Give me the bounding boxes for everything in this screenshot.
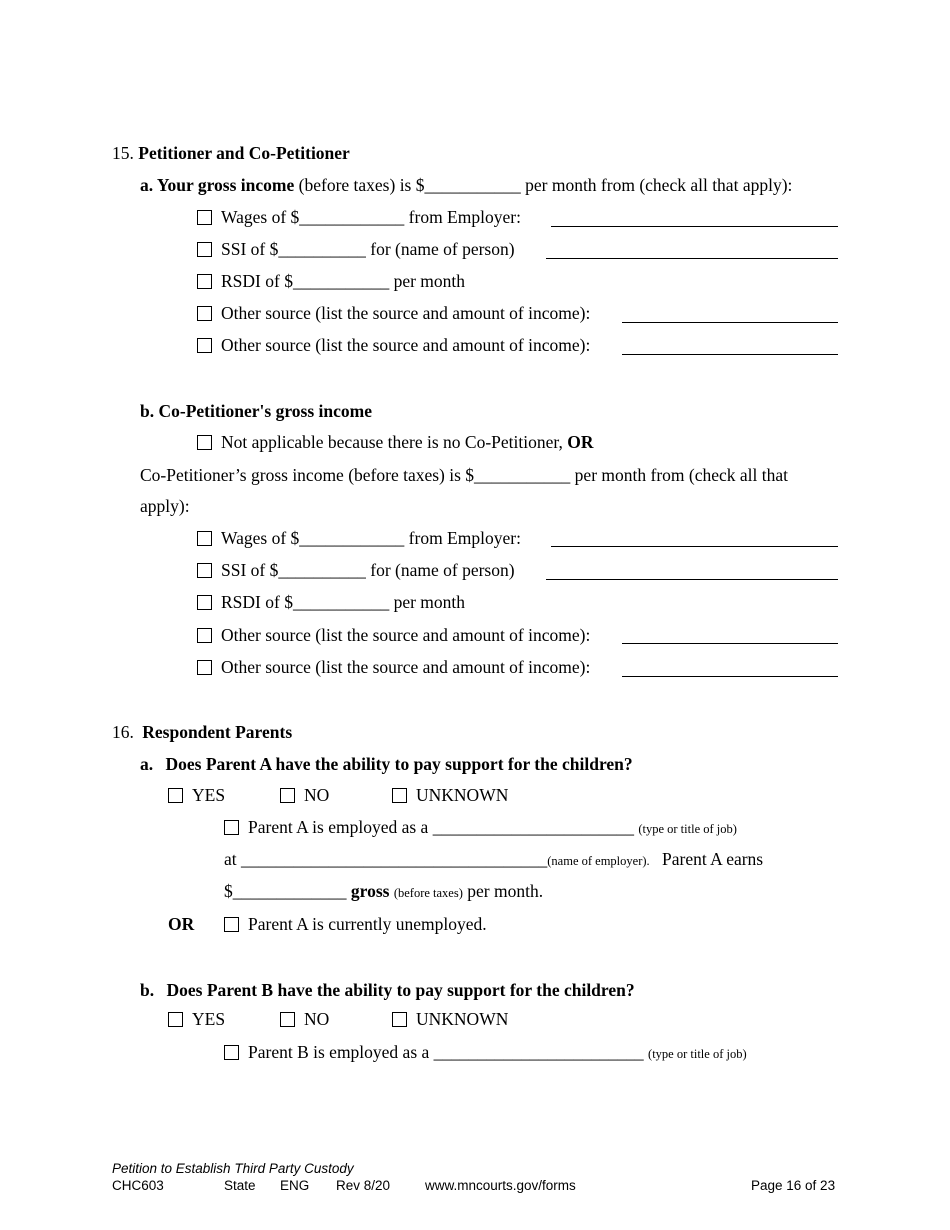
option-label: YES — [192, 785, 226, 805]
fill-line[interactable] — [546, 258, 838, 259]
per-month-text: per month. — [467, 881, 544, 901]
section-16-heading — [112, 721, 292, 743]
section-title: Petitioner and Co-Petitioner — [138, 143, 350, 163]
employer-hint: (name of employer). — [547, 854, 650, 868]
fill-line[interactable] — [622, 354, 838, 355]
job-hint: (type or title of job) — [638, 822, 737, 836]
option-label: NO — [304, 1009, 330, 1029]
job-hint: (type or title of job) — [648, 1047, 747, 1061]
fill-line[interactable] — [622, 676, 838, 677]
at-text: at ___________________________________ — [224, 849, 548, 869]
s16b-question-row — [140, 979, 635, 1001]
item-label: SSI of $__________ for (name of person) — [221, 560, 515, 580]
item-label: SSI of $__________ for (name of person) — [221, 239, 515, 259]
section-title: Respondent Parents — [142, 722, 293, 742]
or-label: OR — [567, 432, 594, 452]
checkbox[interactable] — [197, 306, 212, 321]
s16a-employer-row — [224, 848, 763, 872]
s16b-unknown — [392, 1008, 508, 1030]
fill-line[interactable] — [622, 643, 838, 644]
question-letter: a. — [140, 754, 154, 774]
s15a-item-other-2 — [197, 334, 590, 356]
section-number: 16. — [112, 722, 134, 742]
item-label: RSDI of $___________ per month — [221, 592, 466, 612]
checkbox-employed[interactable] — [224, 820, 239, 835]
s15b-intro-line2: apply): — [140, 496, 190, 516]
fill-line[interactable] — [622, 322, 838, 323]
s15a-item-ssi — [197, 238, 515, 260]
footer-form-title: Petition to Establish Third Party Custody — [112, 1161, 354, 1176]
fill-line[interactable] — [551, 226, 838, 227]
checkbox[interactable] — [197, 435, 212, 450]
s16a-unknown — [392, 784, 508, 806]
checkbox-no[interactable] — [280, 1012, 295, 1027]
s15b-item-ssi — [197, 559, 515, 581]
earns-text: Parent A earns — [662, 849, 764, 869]
item-label: Other source (list the source and amount of income): — [221, 303, 591, 323]
s15a-intro — [140, 174, 792, 196]
item-label: Other source (list the source and amount of income): — [221, 625, 591, 645]
fill-line[interactable] — [546, 579, 838, 580]
employed-text: Parent A is employed as a _______________________ — [248, 817, 634, 837]
s15b-item-wages — [197, 527, 521, 549]
before-taxes-hint: (before taxes) — [393, 886, 463, 900]
option-label: YES — [192, 1009, 226, 1029]
checkbox[interactable] — [197, 242, 212, 257]
item-label: Other source (list the source and amount of income): — [221, 335, 591, 355]
gross-label: gross — [350, 881, 390, 901]
s15b-title: b. Co-Petitioner's gross income — [140, 401, 373, 421]
s16a-yes — [168, 784, 225, 806]
s15b-item-other-2 — [197, 656, 590, 678]
checkbox-yes[interactable] — [168, 788, 183, 803]
s15a-label: a. Your gross income — [140, 175, 295, 195]
checkbox[interactable] — [197, 628, 212, 643]
s16b-no — [280, 1008, 329, 1030]
section-15-heading — [112, 142, 350, 164]
checkbox-unknown[interactable] — [392, 788, 407, 803]
footer-language: ENG — [280, 1178, 310, 1193]
s15a-item-wages — [197, 206, 521, 228]
item-label: Wages of $____________ from Employer: — [221, 528, 521, 548]
s16a-employed-row — [224, 816, 737, 840]
item-label: Other source (list the source and amount of income): — [221, 657, 591, 677]
checkbox[interactable] — [197, 595, 212, 610]
option-label: UNKNOWN — [416, 785, 509, 805]
section-number: 15. — [112, 143, 134, 163]
s16a-earnings-row — [224, 880, 543, 904]
checkbox-unknown[interactable] — [392, 1012, 407, 1027]
na-label: Not applicable because there is no Co-Petitioner, — [221, 432, 563, 452]
footer-state: State — [224, 1178, 256, 1193]
footer-form-id: CHC603 — [112, 1178, 164, 1193]
s15a-label-rest: (before taxes) is $___________ per month from (check all that apply): — [298, 175, 793, 195]
checkbox[interactable] — [197, 274, 212, 289]
option-label: NO — [304, 785, 330, 805]
checkbox-employed[interactable] — [224, 1045, 239, 1060]
checkbox[interactable] — [197, 338, 212, 353]
s16a-question-row — [140, 753, 633, 775]
option-label: UNKNOWN — [416, 1009, 509, 1029]
checkbox-unemployed[interactable] — [224, 917, 239, 932]
s15b-item-other-1 — [197, 624, 590, 646]
unemployed-text: Parent A is currently unemployed. — [248, 914, 487, 934]
s16a-no — [280, 784, 329, 806]
checkbox[interactable] — [197, 563, 212, 578]
question-letter: b. — [140, 980, 155, 1000]
dollar-text: $_____________ — [224, 881, 347, 901]
item-label: RSDI of $___________ per month — [221, 271, 466, 291]
s16b-employed-row — [224, 1041, 747, 1065]
s15a-item-other-1 — [197, 302, 590, 324]
s16a-unemployed-row — [224, 913, 487, 935]
s15b-not-applicable — [197, 431, 594, 453]
s15b-intro-line1: Co-Petitioner’s gross income (before taxes) is $___________ per month from (check all that — [140, 465, 788, 485]
checkbox-no[interactable] — [280, 788, 295, 803]
checkbox[interactable] — [197, 531, 212, 546]
item-label: Wages of $____________ from Employer: — [221, 207, 521, 227]
s15b-item-rsdi — [197, 591, 465, 613]
employed-text: Parent B is employed as a ________________________ — [248, 1042, 644, 1062]
question-text: Does Parent A have the ability to pay support for the children? — [165, 754, 633, 774]
checkbox-yes[interactable] — [168, 1012, 183, 1027]
question-text: Does Parent B have the ability to pay support for the children? — [166, 980, 635, 1000]
s16a-or: OR — [168, 914, 195, 934]
checkbox[interactable] — [197, 660, 212, 675]
s16b-yes — [168, 1008, 225, 1030]
fill-line[interactable] — [551, 546, 838, 547]
footer-url[interactable]: www.mncourts.gov/forms — [425, 1178, 576, 1193]
footer-page-number: Page 16 of 23 — [751, 1178, 836, 1193]
checkbox[interactable] — [197, 210, 212, 225]
footer-revision: Rev 8/20 — [336, 1178, 391, 1193]
s15a-item-rsdi — [197, 270, 465, 292]
